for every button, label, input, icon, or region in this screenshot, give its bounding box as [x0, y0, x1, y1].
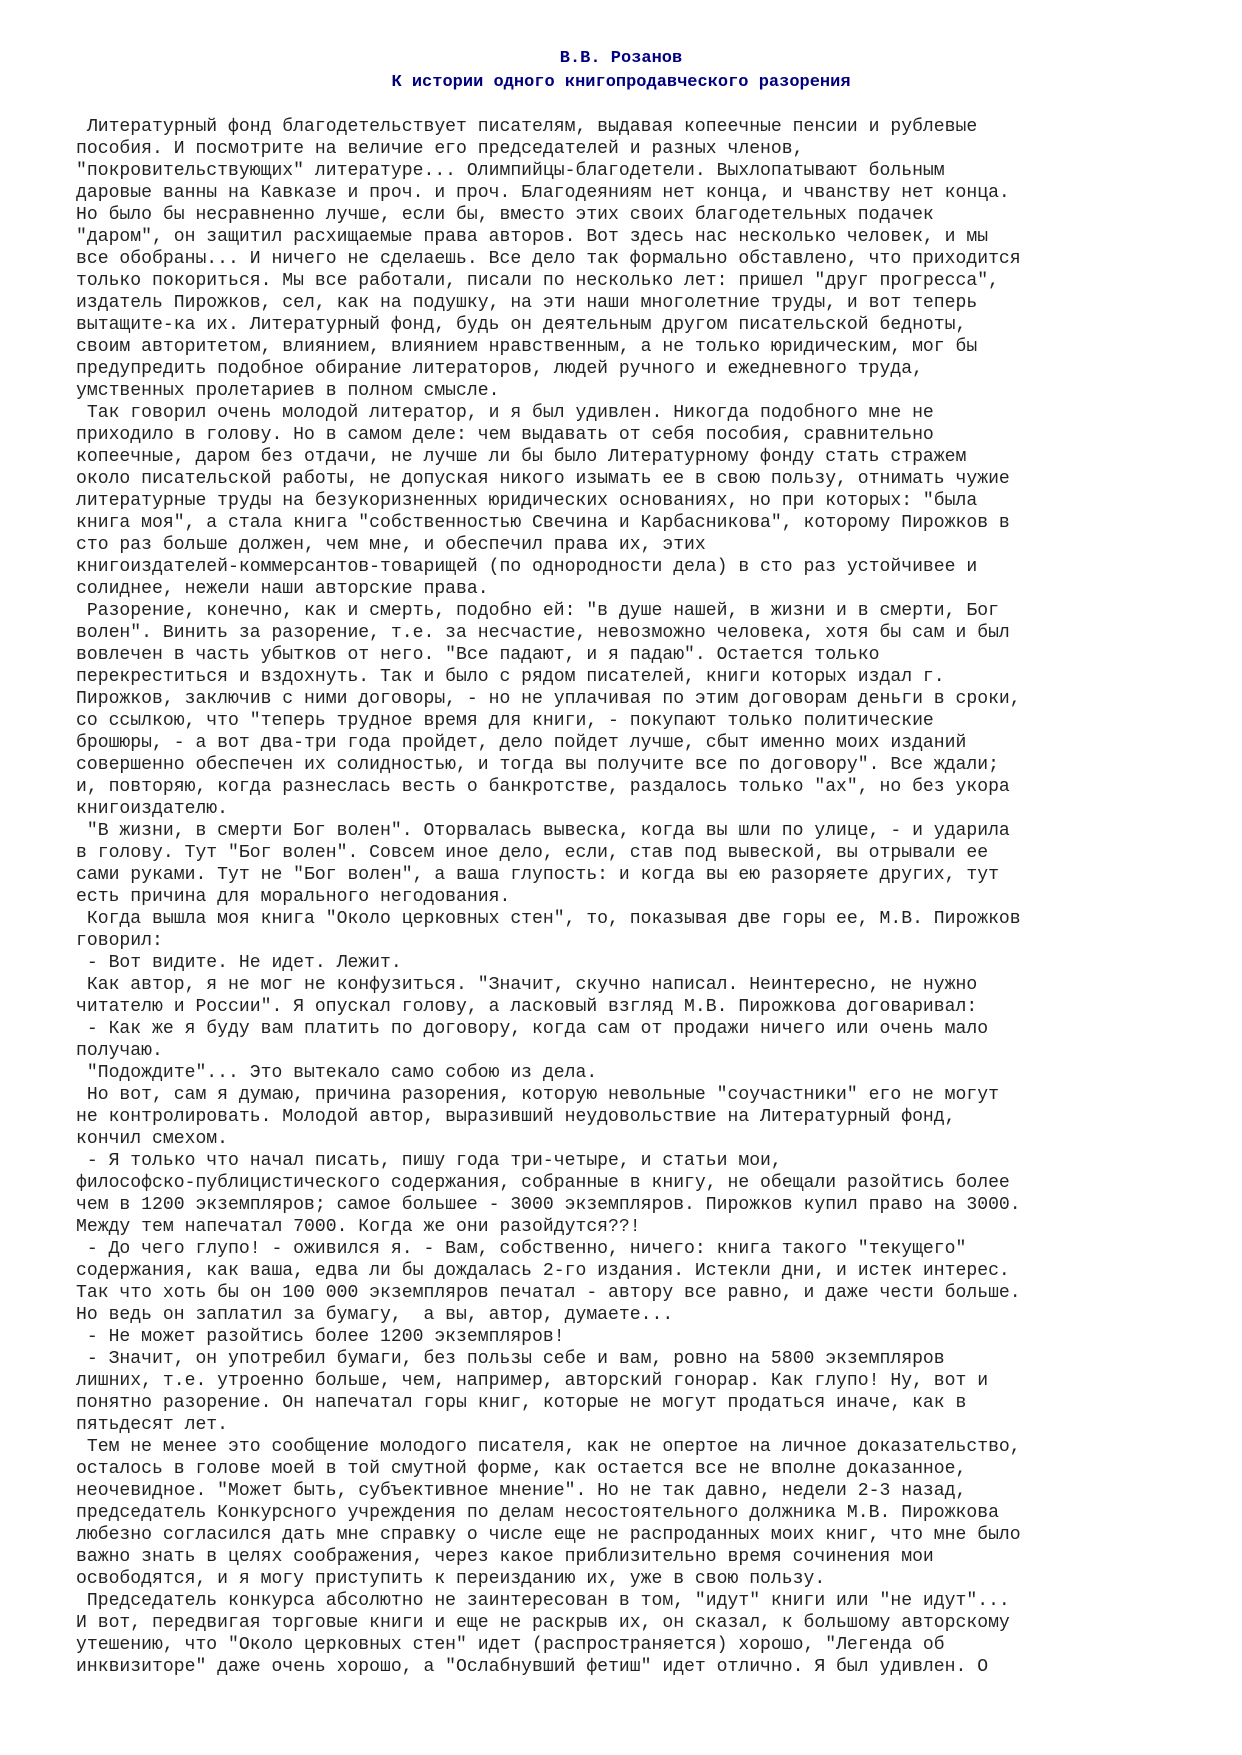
text-line: даровые ванны на Кавказе и проч. и проч. Благодеяниям нет конца, и чванству нет конца.: [76, 183, 1010, 203]
text-line: председатель Конкурсного учреждения по делам несостоятельного должника М.В. Пирожкова: [76, 1503, 999, 1523]
text-line: копеечные, даром без отдачи, не лучше ли бы было Литературному фонду стать стражем: [76, 447, 967, 467]
author-name: В.В. Розанов: [559, 49, 683, 68]
text-line: инквизиторе" даже очень хорошо, а "Ослабнувший фетиш" идет отлично. Я был удивлен. О: [76, 1657, 989, 1677]
text-line: кончил смехом.: [76, 1129, 229, 1149]
text-line: получаю.: [76, 1041, 163, 1061]
text-line: около писательской работы, не допуская никого изымать ее в свою пользу, отнимать чужие: [76, 469, 1010, 489]
text-line: любезно согласился дать мне справку о числе еще не распроданных моих книг, что мне было: [76, 1525, 1021, 1545]
text-line: литературные труды на безукоризненных юридических основаниях, но при которых: "была: [76, 491, 978, 511]
text-line: своим авторитетом, влиянием, влиянием нравственным, а не только юридическим, мог бы: [76, 337, 978, 357]
text-line: книга моя", а стала книга "собственностью Свечина и Карбасникова", которому Пирожков в: [76, 513, 1010, 533]
text-line: важно знать в целях соображения, через какое приблизительно время сочинения мои: [76, 1547, 934, 1567]
text-line: Когда вышла моя книга "Около церковных стен", то, показывая две горы ее, М.В. Пирожков: [76, 909, 1021, 929]
text-line: "покровительствующих" литературе... Олимпийцы-благодетели. Выхлопатывают больным: [76, 161, 945, 181]
text-line: Тем не менее это сообщение молодого писателя, как не опертое на личное доказательство,: [76, 1437, 1021, 1457]
text-line: вытащите-ка их. Литературный фонд, будь он деятельным другом писательской бедноты,: [76, 315, 967, 335]
text-line: пособия. И посмотрите на величие его председателей и разных членов,: [76, 139, 804, 159]
text-line: сто раз больше должен, чем мне, и обеспечил права их, этих: [76, 535, 706, 555]
text-line: "В жизни, в смерти Бог волен". Оторвалась вывеска, когда вы шли по улице, - и ударила: [76, 821, 1010, 841]
text-line: приходило в голову. Но в самом деле: чем выдавать от себя пособия, сравнительно: [76, 425, 934, 445]
text-line: философско-публицистического содержания, собранные в книгу, не обещали разойтись более: [76, 1173, 1010, 1193]
text-line: перекреститься и вздохнуть. Так и было с рядом писателей, книги которых издал г.: [76, 667, 945, 687]
text-line: только покориться. Мы все работали, писали по несколько лет: пришел "друг прогресса",: [76, 271, 999, 291]
text-line: умственных пролетариев в полном смысле.: [76, 381, 500, 401]
text-line: неочевидное. "Может быть, субъективное мнение". Но не так давно, недели 2-3 назад,: [76, 1481, 967, 1501]
text-line: осталось в голове моей в той смутной форме, как остается все не вполне доказанное,: [76, 1459, 967, 1479]
text-line: волен". Винить за разорение, т.е. за несчастие, невозможно человека, хотя бы сам и был: [76, 623, 1010, 643]
text-line: содержания, как ваша, едва ли бы дождалась 2-го издания. Истекли дни, и истек интерес.: [76, 1261, 1010, 1281]
text-line: - Вот видите. Не идет. Лежит.: [76, 953, 402, 973]
text-line: книгоиздателю.: [76, 799, 229, 819]
document-header: [0, 47, 1242, 95]
text-line: вовлечен в часть убытков от него. "Все падают, и я падаю". Остается только: [76, 645, 880, 665]
text-line: говорил:: [76, 931, 163, 951]
text-line: совершенно обеспечен их солидностью, и тогда вы получите все по договору". Все ждали;: [76, 755, 999, 775]
text-line: все обобраны... И ничего не сделаешь. Все дело так формально обставлено, что приходится: [76, 249, 1021, 269]
text-line: есть причина для морального негодования.: [76, 887, 511, 907]
text-line: чем в 1200 экземпляров; самое большее - 3000 экземпляров. Пирожков купил право на 3000.: [76, 1195, 1021, 1215]
text-line: Пирожков, заключив с ними договоры, - но не уплачивая по этим договорам деньги в сроки,: [76, 689, 1021, 709]
text-line: "даром", он защитил расхищаемые права авторов. Вот здесь нас несколько человек, и мы: [76, 227, 989, 247]
text-line: Между тем напечатал 7000. Когда же они разойдутся??!: [76, 1217, 641, 1237]
text-line: предупредить подобное обирание литераторов, людей ручного и ежедневного труда,: [76, 359, 923, 379]
text-line: - Не может разойтись более 1200 экземпляров!: [76, 1327, 565, 1347]
text-line: издатель Пирожков, сел, как на подушку, на эти наши многолетние труды, и вот теперь: [76, 293, 978, 313]
text-line: Так что хоть бы он 100 000 экземпляров печатал - автору все равно, и даже чести больше.: [76, 1283, 1021, 1303]
text-line: сами руками. Тут не "Бог волен", а ваша глупость: и когда вы ею разоряете других, тут: [76, 865, 999, 885]
text-line: в голову. Тут "Бог волен". Совсем иное дело, если, став под вывеской, вы отрывали ее: [76, 843, 989, 863]
text-line: понятно разорение. Он напечатал горы книг, которые не могут продаться иначе, как в: [76, 1393, 967, 1413]
text-line: пятьдесят лет.: [76, 1415, 229, 1435]
text-line: освободятся, и я могу приступить к переизданию их, уже в свою пользу.: [76, 1569, 826, 1589]
text-line: Но вот, сам я думаю, причина разорения, которую невольные "соучастники" его не могут: [76, 1085, 999, 1105]
article-title: К истории одного книгопродавческого разорения: [391, 73, 851, 92]
text-line: лишних, т.е. утроенно больше, чем, например, авторский гонорар. Как глупо! Ну, вот и: [76, 1371, 989, 1391]
text-line: Председатель конкурса абсолютно не заинтересован в том, "идут" книги или "не идут"...: [76, 1591, 1010, 1611]
text-line: не контролировать. Молодой автор, выразивший неудовольствие на Литературный фонд,: [76, 1107, 956, 1127]
article-body: [76, 116, 1196, 1678]
text-line: книгоиздателей-коммерсантов-товарищей (по однородности дела) в сто раз устойчивее и: [76, 557, 978, 577]
text-line: Литературный фонд благодетельствует писателям, выдавая копеечные пенсии и рублевые: [76, 117, 978, 137]
text-line: Но ведь он заплатил за бумагу, а вы, автор, думаете...: [76, 1305, 674, 1325]
text-line: И вот, передвигая торговые книги и еще не раскрыв их, он сказал, к большому авторскому: [76, 1613, 1010, 1633]
text-line: - До чего глупо! - оживился я. - Вам, собственно, ничего: книга такого "текущего": [76, 1239, 967, 1259]
text-line: солиднее, нежели наши авторские права.: [76, 579, 489, 599]
text-line: "Подождите"... Это вытекало само собою из дела.: [76, 1063, 598, 1083]
text-line: Как автор, я не мог не конфузиться. "Значит, скучно написал. Неинтересно, не нужно: [76, 975, 978, 995]
text-line: брошюры, - а вот два-три года пройдет, дело пойдет лучше, сбыт именно моих изданий: [76, 733, 967, 753]
text-line: читателю и России". Я опускал голову, а ласковый взгляд М.В. Пирожкова договаривал:: [76, 997, 978, 1017]
text-line: Разорение, конечно, как и смерть, подобно ей: "в душе нашей, в жизни и в смерти, Бог: [76, 601, 999, 621]
text-line: Так говорил очень молодой литератор, и я был удивлен. Никогда подобного мне не: [76, 403, 934, 423]
text-line: - Значит, он употребил бумаги, без пользы себе и вам, ровно на 5800 экземпляров: [76, 1349, 945, 1369]
text-line: и, повторяю, когда разнеслась весть о банкротстве, раздалось только "ах", но без укора: [76, 777, 1010, 797]
text-line: - Я только что начал писать, пишу года три-четыре, и статьи мои,: [76, 1151, 782, 1171]
text-line: - Как же я буду вам платить по договору, когда сам от продажи ничего или очень мало: [76, 1019, 989, 1039]
text-line: со ссылкою, что "теперь трудное время для книги, - покупают только политические: [76, 711, 934, 731]
text-line: утешению, что "Около церковных стен" идет (распространяется) хорошо, "Легенда об: [76, 1635, 945, 1655]
text-line: Но было бы несравненно лучше, если бы, вместо этих своих благодетельных подачек: [76, 205, 934, 225]
